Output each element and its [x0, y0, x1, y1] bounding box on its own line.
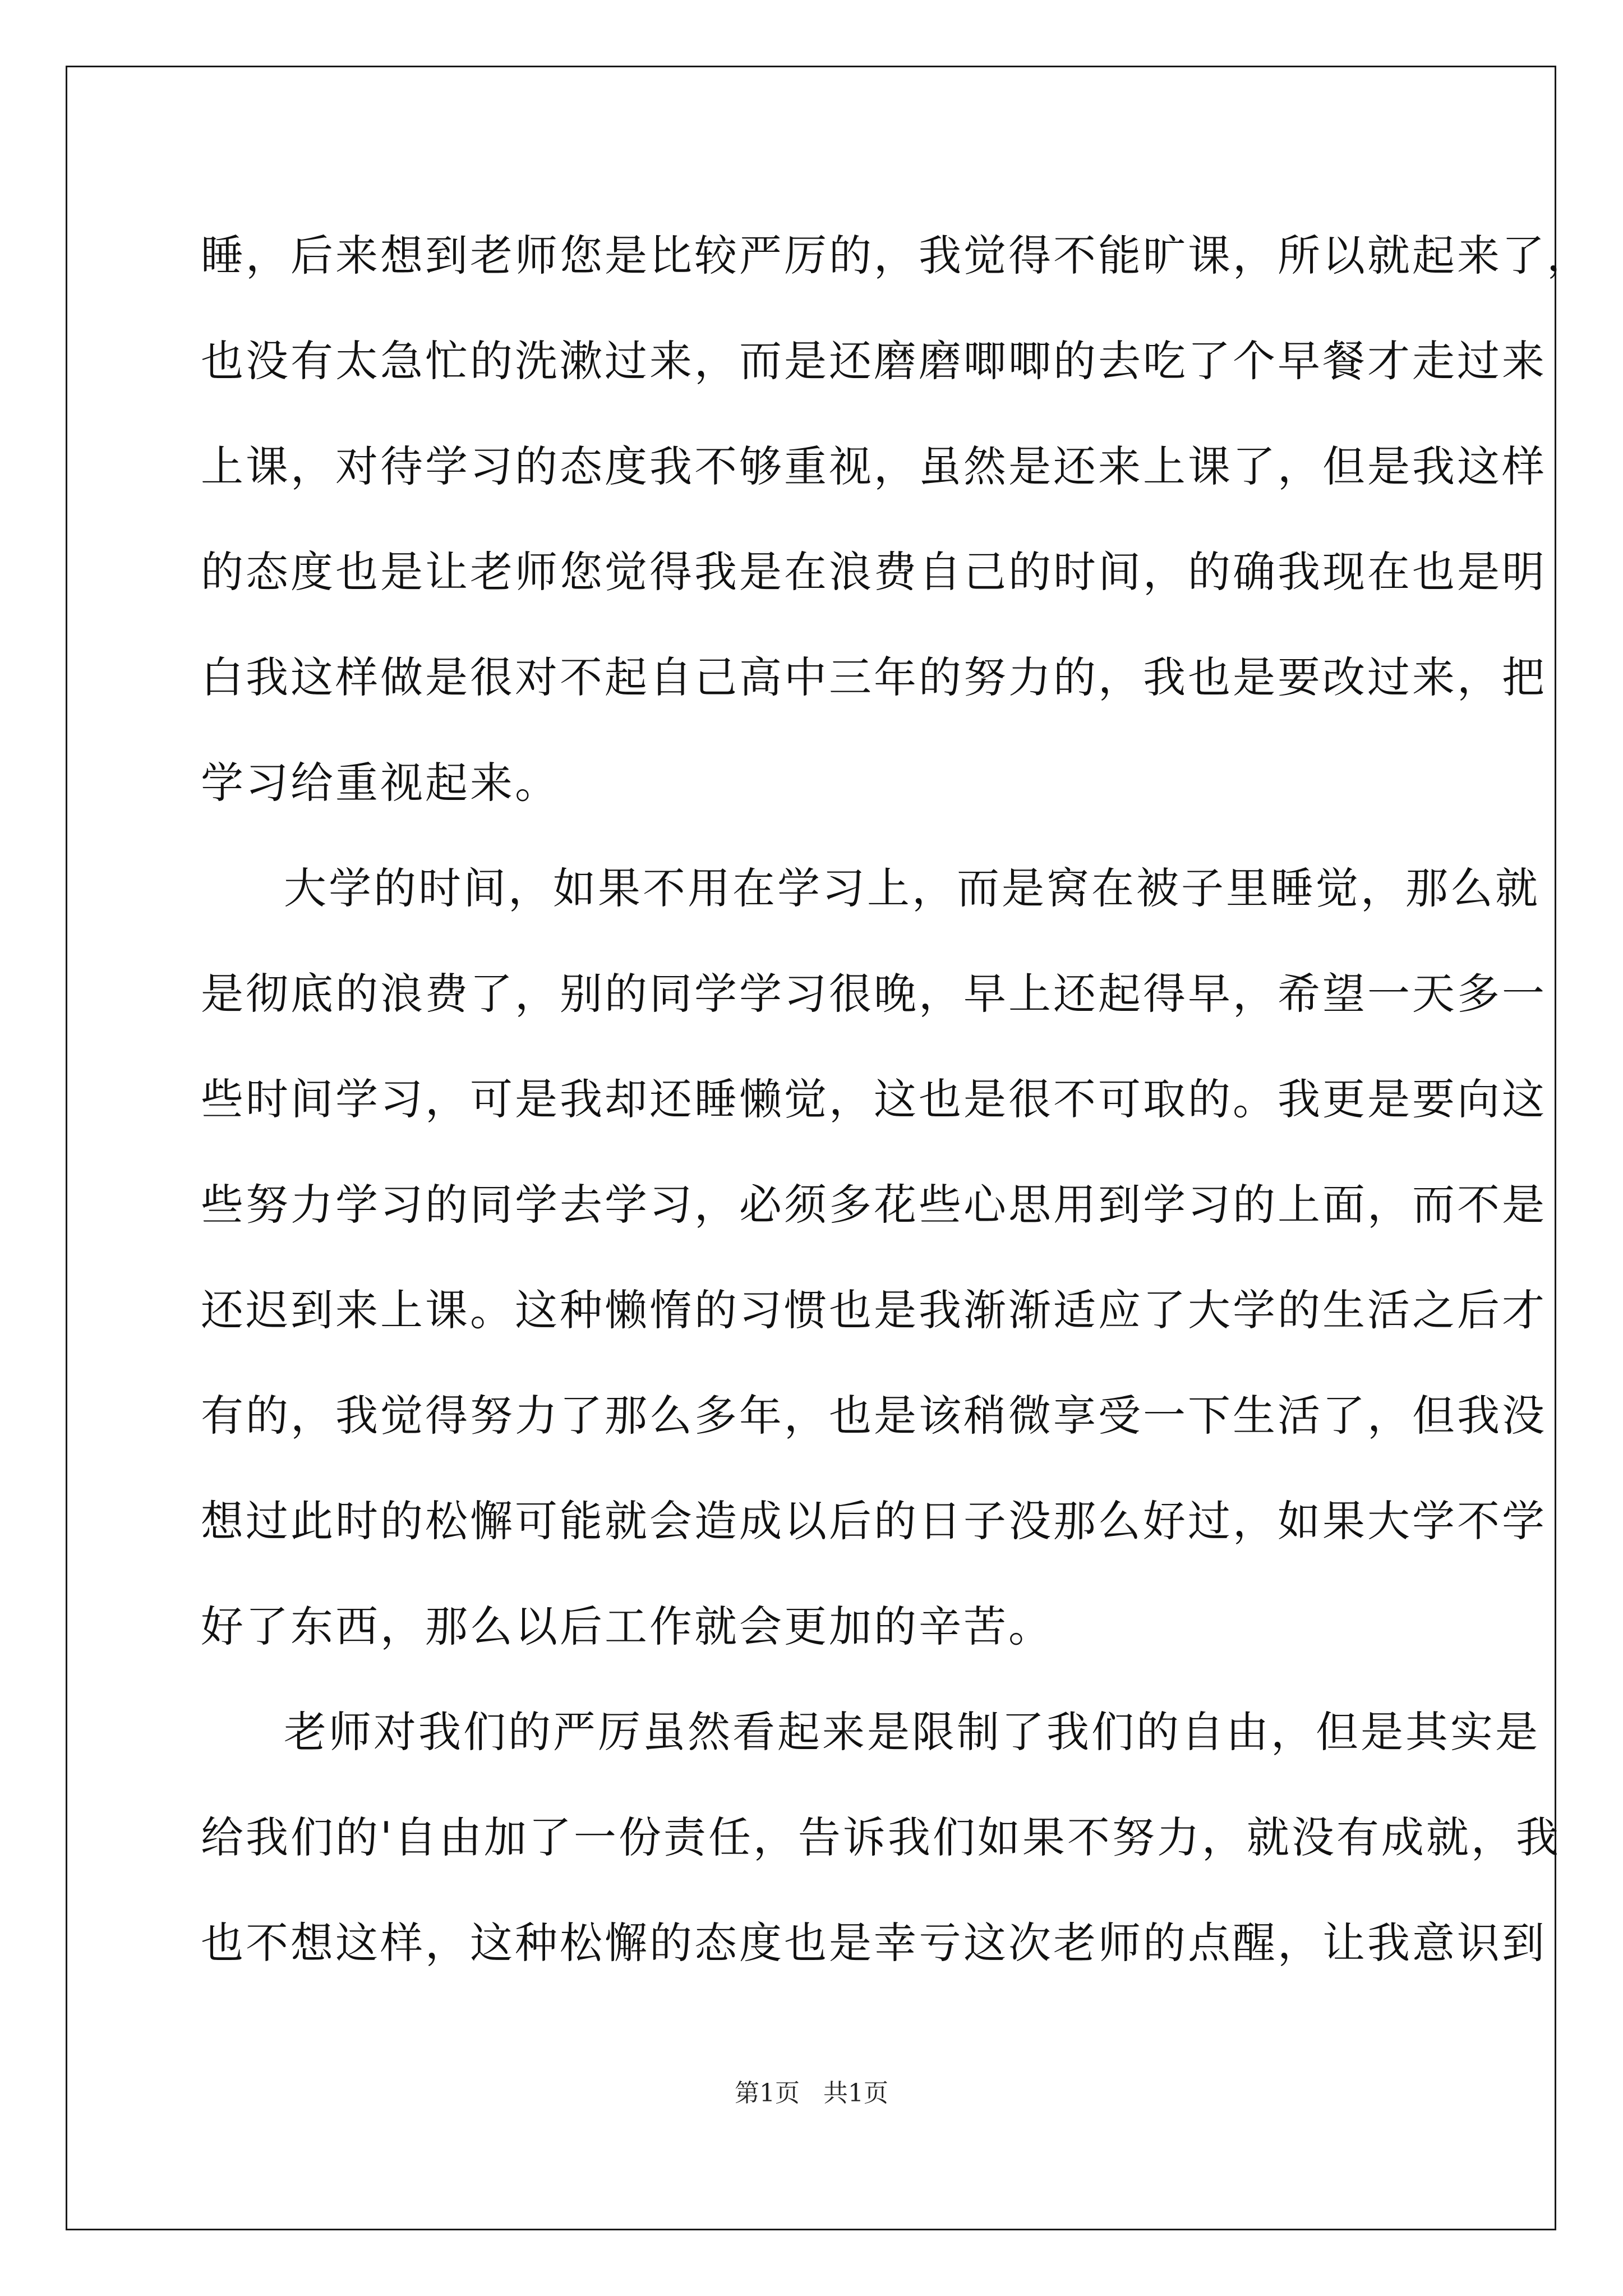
- text-line: 有的，我觉得努力了那么多年，也是该稍微享受一下生活了，但我没: [201, 1391, 1547, 1441]
- page-number-footer: 第1页 共1页: [735, 2079, 888, 2108]
- document-body: [201, 203, 1592, 1996]
- text-line: 也没有太急忙的洗漱过来，而是还磨磨唧唧的去吃了个早餐才走过来: [201, 336, 1547, 386]
- text-line: 想过此时的松懈可能就会造成以后的日子没那么好过，如果大学不学: [201, 1496, 1547, 1546]
- paragraph-first-line: 大学的时间，如果不用在学习上，而是窝在被子里睡觉，那么就: [284, 863, 1540, 913]
- text-line: 睡，后来想到老师您是比较严厉的，我觉得不能旷课，所以就起来了，: [201, 231, 1592, 280]
- text-line: 的态度也是让老师您觉得我是在浪费自己的时间，的确我现在也是明: [201, 547, 1547, 597]
- text-line: 给我们的'自由加了一份责任，告诉我们如果不努力，就没有成就，我: [201, 1812, 1561, 1862]
- text-line: 好了东西，那么以后工作就会更加的辛苦。: [201, 1602, 1053, 1651]
- text-line: 些时间学习，可是我却还睡懒觉，这也是很不可取的。我更是要向这: [201, 1074, 1547, 1124]
- text-line: 些努力学习的同学去学习，必须多花些心思用到学习的上面，而不是: [201, 1180, 1547, 1230]
- paragraph-first-line: 老师对我们的严厉虽然看起来是限制了我们的自由，但是其实是: [284, 1707, 1540, 1757]
- text-line: 还迟到来上课。这种懒惰的习惯也是我渐渐适应了大学的生活之后才: [201, 1285, 1547, 1335]
- text-line: 是彻底的浪费了，别的同学学习很晚，早上还起得早，希望一天多一: [201, 969, 1547, 1019]
- text-line: 学习给重视起来。: [201, 758, 560, 808]
- text-line: 也不想这样，这种松懈的态度也是幸亏这次老师的点醒，让我意识到: [201, 1918, 1547, 1968]
- text-line: 上课，对待学习的态度我不够重视，虽然是还来上课了，但是我这样: [201, 441, 1547, 491]
- text-line: 白我这样做是很对不起自己高中三年的努力的，我也是要改过来，把: [201, 652, 1547, 702]
